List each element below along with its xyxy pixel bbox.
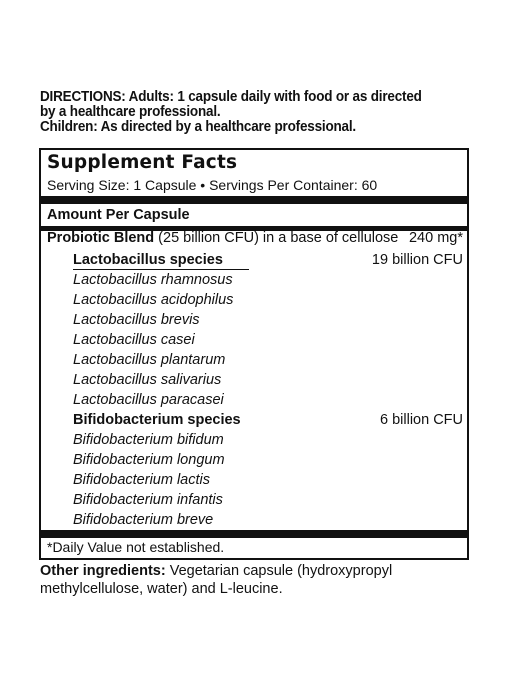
probiotic-blend-row bbox=[47, 230, 463, 246]
amount-header: Amount Per Capsule bbox=[47, 207, 190, 223]
bifido-amount: 6 billion CFU bbox=[380, 412, 463, 428]
facts-title: Supplement Facts bbox=[47, 152, 238, 173]
lacto-species-label: Lactobacillus species bbox=[73, 252, 223, 268]
supplement-facts-panel bbox=[39, 148, 469, 560]
list-item: Bifidobacterium infantis bbox=[73, 492, 223, 508]
list-item: Bifidobacterium bifidum bbox=[73, 432, 224, 448]
lacto-amount: 19 billion CFU bbox=[371, 252, 463, 268]
divider-thick bbox=[41, 196, 467, 204]
directions bbox=[40, 90, 449, 135]
other-ingredients-label: Other ingredients: bbox=[40, 563, 166, 579]
list-item: Lactobacillus rhamnosus bbox=[73, 272, 233, 288]
serving-info: Serving Size: 1 Capsule • Servings Per Container: 60 bbox=[47, 177, 378, 193]
blend-description: (25 billion CFU) in a base of cellulose bbox=[154, 230, 399, 246]
other-ingredients-text: Vegetarian capsule (hydroxypropyl methylcellulose, water) and L-leucine. bbox=[40, 563, 393, 597]
bifido-species-label: Bifidobacterium species bbox=[73, 412, 241, 428]
list-item: Bifidobacterium breve bbox=[73, 512, 214, 528]
divider-bottom bbox=[41, 530, 467, 538]
blend-name: Probiotic Blend bbox=[47, 230, 155, 246]
list-item: Lactobacillus plantarum bbox=[73, 352, 226, 368]
other-ingredients bbox=[40, 562, 470, 598]
list-item: Lactobacillus acidophilus bbox=[73, 292, 234, 308]
list-item: Lactobacillus paracasei bbox=[73, 392, 224, 408]
lacto-species-row bbox=[73, 251, 463, 271]
bifido-species-row bbox=[73, 411, 463, 431]
list-item: Bifidobacterium lactis bbox=[73, 472, 210, 488]
lacto-underline bbox=[73, 269, 249, 270]
list-item: Lactobacillus brevis bbox=[73, 312, 200, 328]
list-item: Bifidobacterium longum bbox=[73, 452, 225, 468]
directions-line-1: DIRECTIONS: Adults: 1 capsule daily with food or as directed bbox=[40, 89, 422, 105]
blend-amount: 240 mg* bbox=[408, 230, 463, 246]
list-item: Lactobacillus salivarius bbox=[73, 372, 222, 388]
footnote: *Daily Value not established. bbox=[47, 539, 225, 555]
directions-line-2: by a healthcare professional. bbox=[40, 104, 221, 120]
directions-line-3: Children: As directed by a healthcare professional. bbox=[40, 119, 356, 135]
list-item: Lactobacillus casei bbox=[73, 332, 195, 348]
